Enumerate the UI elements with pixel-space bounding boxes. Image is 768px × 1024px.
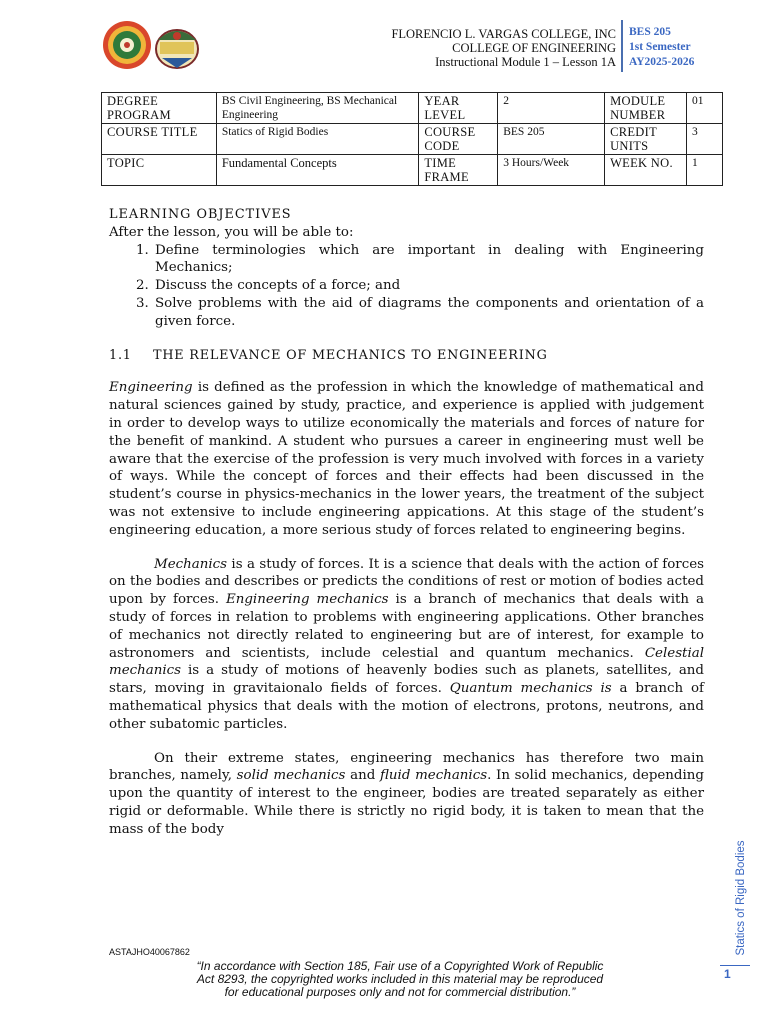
degree-label: DEGREE PROGRAM	[102, 93, 217, 124]
paragraph-text: is a branch of mechanics that deals with a study of forces in relation to problems with engineering applications. Other branches of mechanics not directly related to engineering but are of interest, for example to astronomers and scientists, include celestial and quantum mechanics.	[109, 592, 705, 661]
term-quantum-mechanics: Quantum mechanics is	[449, 681, 612, 697]
week-label: WEEK NO.	[605, 155, 687, 186]
table-row	[102, 93, 723, 124]
college-logos	[100, 18, 200, 73]
objectives-list	[109, 242, 704, 331]
document-code: ASTAJHO40067862	[109, 947, 190, 957]
module-label: MODULE NUMBER	[605, 93, 687, 124]
copyright-disclaimer	[150, 960, 650, 999]
section-heading	[109, 347, 704, 365]
objectives-intro: After the lesson, you will be able to:	[109, 224, 354, 240]
term-engineering-mechanics: Engineering mechanics	[225, 592, 389, 608]
course-title-value: Statics of Rigid Bodies	[216, 124, 418, 155]
year-label: YEAR LEVEL	[419, 93, 498, 124]
term-engineering: Engineering	[109, 380, 193, 396]
department-name: COLLEGE OF ENGINEERING	[452, 41, 616, 55]
list-item: 2. Discuss the concepts of a force; and	[153, 277, 704, 295]
time-label: TIME FRAME	[419, 155, 498, 186]
list-item: 1. Define terminologies which are important in dealing with Engineering Mechanics;	[153, 242, 704, 278]
disclaimer-line: “In accordance with Section 185, Fair use of a Copyrighted Work of Republic	[196, 959, 604, 973]
term-celestial-mechanics: Celestial mechanics	[109, 645, 704, 679]
term-fluid-mechanics: fluid mechanics	[379, 768, 488, 784]
college-name: FLORENCIO L. VARGAS COLLEGE, INC	[391, 27, 616, 41]
header-course-info	[629, 25, 694, 70]
section-title: THE RELEVANCE OF MECHANICS TO ENGINEERING	[153, 347, 548, 363]
paragraph-text: is defined as the profession in which the knowledge of mathematical and natural sciences gained by study, practice, and experience is applied with judgement in order to develop ways to utilize economically the materials and forces of nature for the benefit of mankind. A student who pursues a career in engineering must well be aware that the exercise of the profession is very much involved with forces in a variety of ways. While the concept of forces and their effects had been discussed in the student’s course in physics-mechanics in the lower years, the treatment of the subject was not extensive to include engineering appications. At this stage of the student’s engineering education, a more serious study of forces related to engineering begins.	[109, 380, 704, 538]
degree-value: BS Civil Engineering, BS Mechanical Engineering	[216, 93, 418, 124]
year-value: 2	[498, 93, 605, 124]
topic-label: TOPIC	[102, 155, 217, 186]
objectives-title: LEARNING OBJECTIVES	[109, 207, 292, 222]
course-info-table	[101, 92, 723, 186]
topic-value: Fundamental Concepts	[216, 155, 418, 186]
lesson-content	[109, 206, 704, 839]
course-code-value: BES 205	[498, 124, 605, 155]
paragraph-mechanics	[109, 556, 704, 734]
section-number: 1.1	[109, 347, 132, 363]
page-number: 1	[724, 967, 731, 981]
header-course-code: BES 205	[629, 26, 671, 38]
header-academic-year: AY2025-2026	[629, 56, 695, 68]
table-row	[102, 124, 723, 155]
paragraph-text: . In solid mechanics, depending upon the quantity of interest to the engineer, bodies are treated separately as either rigid or deformable. While there is strictly no rigid body, it is taken to mean that the mass of the body	[109, 768, 704, 837]
college-seal-logos	[100, 18, 200, 73]
paragraph-text: On their extreme states, engineering mechanics has therefore two main branches, namely,	[109, 750, 704, 784]
time-value: 3 Hours/Week	[498, 155, 605, 186]
header-semester: 1st Semester	[629, 41, 691, 53]
week-value: 1	[687, 155, 723, 186]
paragraph-text: is a study of motions of heavenly bodies such as planets, satellites, and stars, moving in gravitaionalo fields of forces.	[109, 663, 704, 697]
paragraph-engineering	[109, 379, 704, 539]
module-line: Instructional Module 1 – Lesson 1A	[435, 55, 616, 69]
module-value: 01	[687, 93, 723, 124]
paragraph-text: a branch of mathematical physics that deals with the motion of electrons, protons, neutrons, and other subatomic particles.	[109, 681, 704, 732]
list-item: 3. Solve problems with the aid of diagrams the components and orientation of a given force.	[153, 295, 704, 331]
credit-value: 3	[687, 124, 723, 155]
term-solid-mechanics: solid mechanics	[236, 768, 346, 784]
paragraph-text: is a study of forces. It is a science that deals with the action of forces on the bodies and describes or predicts the conditions of rest or motion of bodies acted upon by forces.	[109, 556, 704, 608]
credit-label: CREDIT UNITS	[605, 124, 687, 155]
side-course-title-text: Statics of Rigid Bodies	[735, 840, 747, 956]
course-title-label: COURSE TITLE	[102, 124, 217, 155]
paragraph-text: and	[345, 768, 380, 784]
disclaimer-line: Act 8293, the copyrighted works included in this material may be reproduced	[196, 972, 604, 986]
header-college-info	[300, 27, 616, 69]
side-course-title	[717, 840, 747, 962]
disclaimer-line: for educational purposes only and not for commercial distribution.”	[224, 985, 576, 999]
course-code-label: COURSE CODE	[419, 124, 498, 155]
table-row	[102, 155, 723, 186]
term-mechanics: Mechanics	[154, 556, 228, 572]
page-number-rule	[720, 965, 750, 966]
paragraph-branches	[109, 750, 704, 839]
header-divider	[621, 20, 623, 72]
